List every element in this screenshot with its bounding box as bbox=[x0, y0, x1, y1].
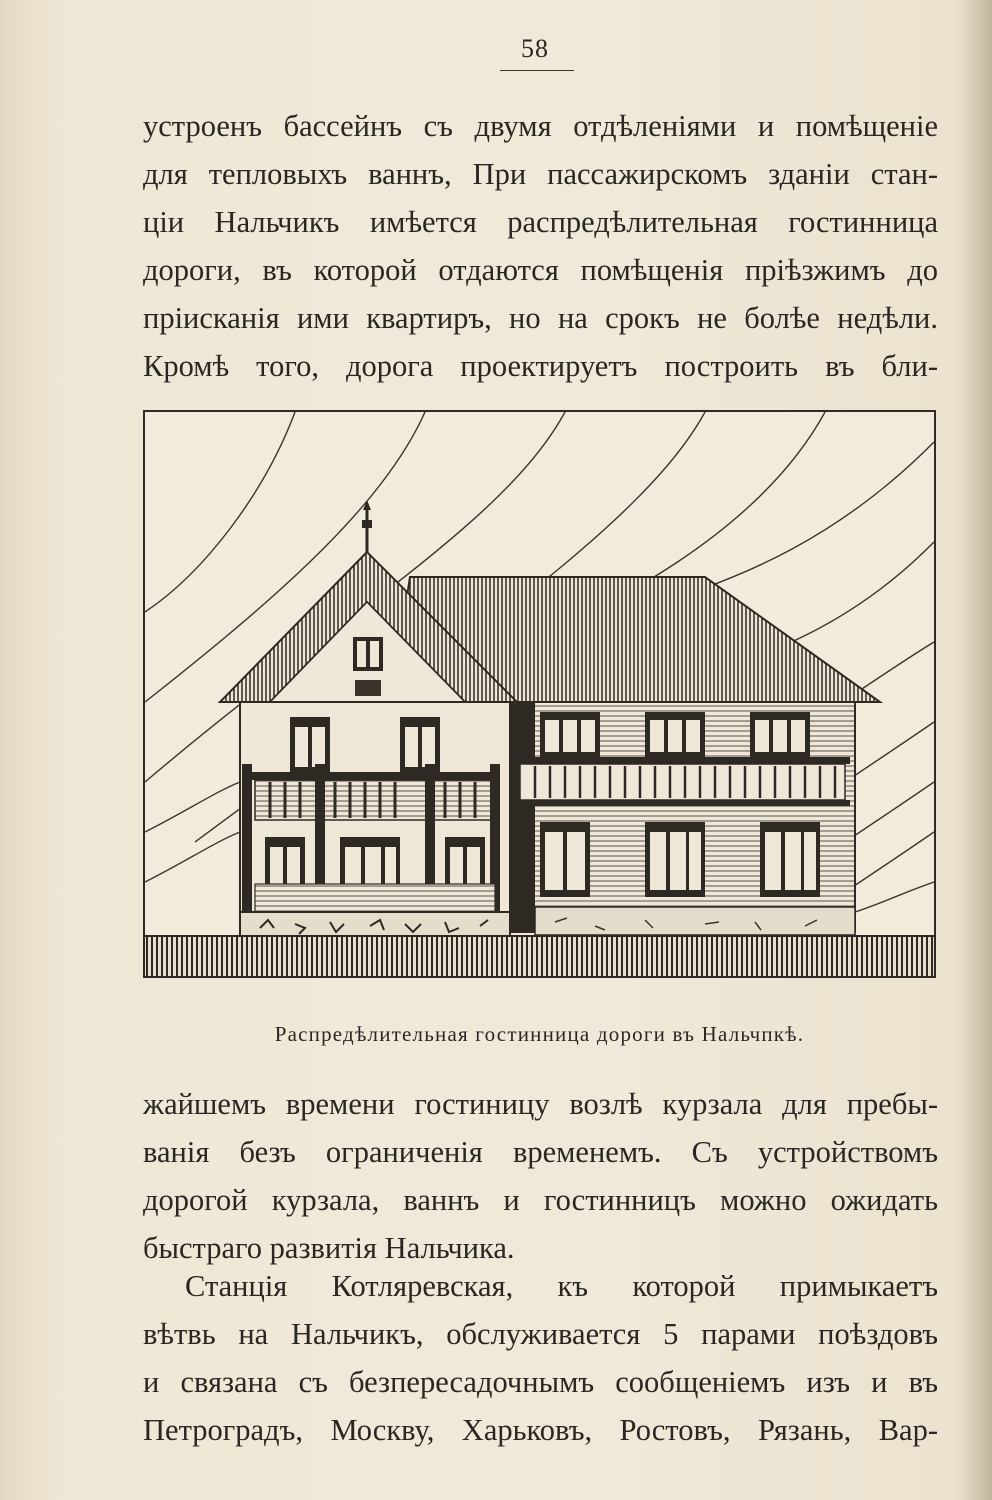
next-paragraph bbox=[143, 1262, 938, 1454]
top-paragraph bbox=[143, 102, 938, 390]
page-number: 58 bbox=[521, 34, 549, 63]
text-line: Кромѣ того, дорога проектируетъ построить въ бли- bbox=[143, 349, 938, 383]
text-line: ванія безъ ограниченія временемъ. Съ устройствомъ bbox=[143, 1135, 938, 1169]
text-line: жайшемъ времени гостиницу возлѣ курзала для пребы- bbox=[143, 1087, 938, 1121]
page-number-rule bbox=[500, 70, 574, 71]
continued-paragraph bbox=[143, 1080, 938, 1272]
text-line: Петроградъ, Москву, Харьковъ, Ростовъ, Рязань, Вар- bbox=[143, 1413, 938, 1447]
text-line: дорогой курзала, ваннъ и гостинницъ можно ожидать bbox=[143, 1183, 938, 1217]
text-line: устроенъ бассейнъ съ двумя отдѣленіями и помѣщеніе bbox=[143, 109, 938, 143]
text-line: и связана съ безпересадочнымъ сообщеніемъ изъ и въ bbox=[143, 1365, 938, 1399]
hotel-illustration bbox=[143, 410, 936, 978]
text-line: ціи Нальчикъ имѣется распредѣлительная гостинница bbox=[143, 205, 938, 239]
figure-caption: Распредѣлительная гостинница дороги въ Нальчпкѣ. bbox=[274, 1022, 805, 1046]
text-line: Станція Котляревская, къ которой примыкаетъ bbox=[185, 1269, 938, 1303]
text-line: быстраго развитія Нальчика. bbox=[143, 1231, 515, 1265]
ground bbox=[145, 936, 934, 976]
text-line: для тепловыхъ ваннъ, При пассажирскомъ зданіи стан- bbox=[143, 157, 938, 191]
hotel-engraving-drawing bbox=[145, 412, 934, 976]
text-line: дороги, въ которой отдаются помѣщенія пріѣзжимъ до bbox=[143, 253, 938, 287]
page-edge-shadow bbox=[962, 0, 992, 1500]
text-line: вѣтвь на Нальчикъ, обслуживается 5 парами поѣздовъ bbox=[143, 1317, 938, 1351]
text-line: пріисканія ими квартиръ, но на срокъ не болѣе недѣли. bbox=[143, 301, 938, 335]
